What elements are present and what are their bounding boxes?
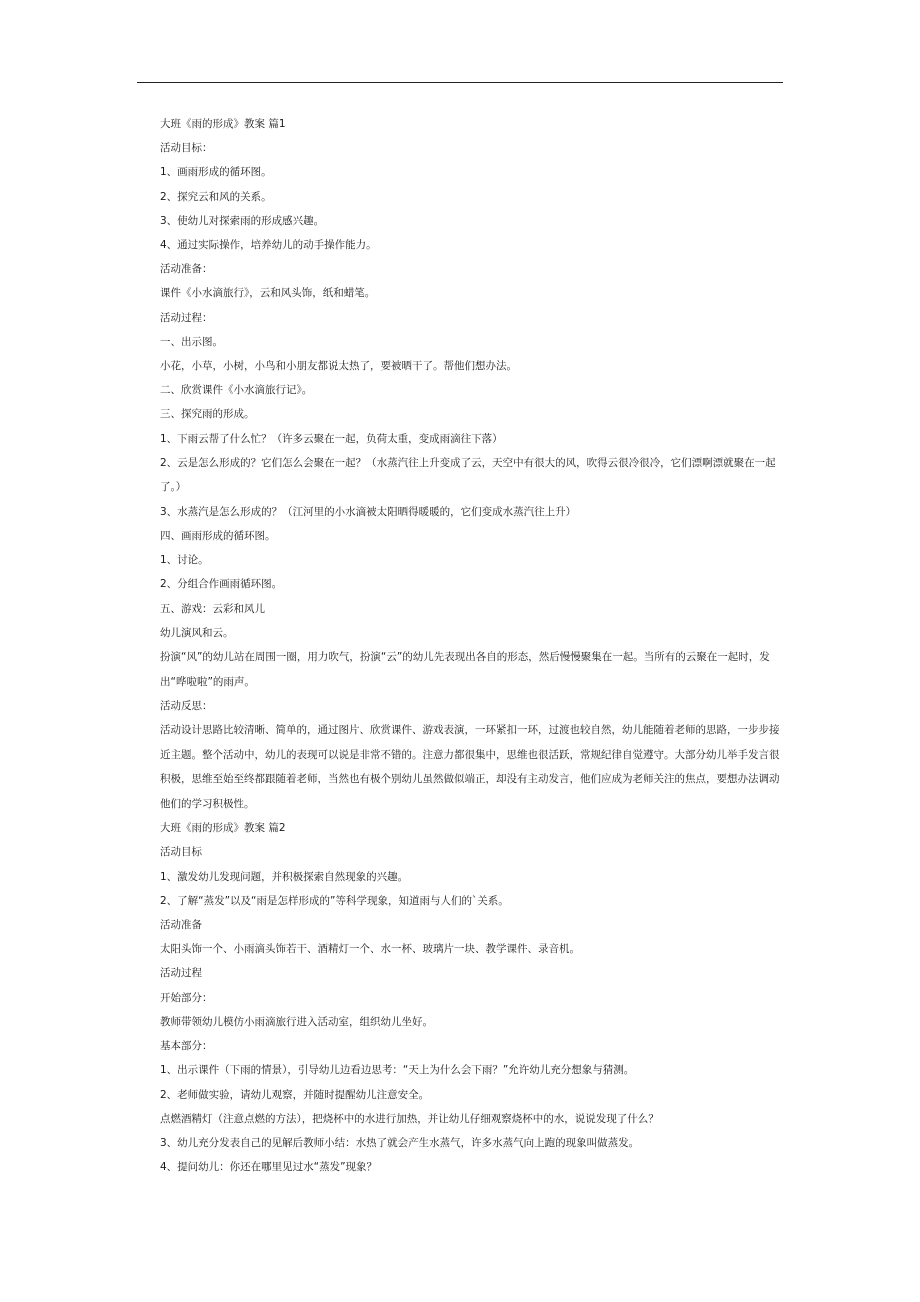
section-label: 开始部分： bbox=[160, 991, 213, 1004]
paragraph: 3、水蒸汽是怎么形成的？（江河里的小水滴被太阳晒得暖暖的，它们变成水蒸汽往上升） bbox=[160, 505, 577, 518]
section-label: 活动过程 bbox=[160, 967, 202, 980]
paragraph: 太阳头饰一个、小雨滴头饰若干、酒精灯一个、水一杯、玻璃片一块、教学课件、录音机。 bbox=[160, 943, 580, 956]
section-label: 活动准备 bbox=[160, 919, 202, 932]
paragraph: 3、幼儿充分发表自己的见解后教师小结：水热了就会产生水蒸气，许多水蒸气向上跑的现象叫做蒸发。 bbox=[160, 1136, 640, 1149]
paragraph: 1、出示课件（下雨的情景），引导幼儿边看边思考：“天上为什么会下雨？”允许幼儿充分想象与猜测。 bbox=[160, 1064, 635, 1077]
paragraph: 4、提问幼儿：你还在哪里见过水“蒸发”现象？ bbox=[160, 1161, 378, 1174]
paragraph: 扮演“风”的幼儿站在周围一圈，用力吹气，扮演“云”的幼儿先表现出各自的形态，然后慢慢聚集在一起。当所有的云聚在一起时，发出“哗啦啦”的雨声。 bbox=[160, 651, 770, 688]
section-label: 活动反思： bbox=[160, 700, 213, 713]
paragraph: 二、欣赏课件《小水滴旅行记》。 bbox=[160, 384, 313, 397]
paragraph: 2、分组合作画雨循环图。 bbox=[160, 578, 283, 591]
paragraph: 1、激发幼儿发现问题，并积极探索自然现象的兴趣。 bbox=[160, 870, 409, 883]
paragraph: 2、云是怎么形成的？它们怎么会聚在一起？（水蒸汽往上升变成了云，天空中有很大的风，吹得云很冷很冷，它们漂啊漂就聚在一起了。） bbox=[160, 456, 776, 494]
paragraph: 1、讨论。 bbox=[160, 554, 209, 567]
header-rule bbox=[137, 82, 783, 83]
paragraph: 点燃酒精灯（注意点燃的方法），把烧杯中的水进行加热，并让幼儿仔细观察烧杯中的水，说说发现了什么？ bbox=[160, 1112, 659, 1125]
section-label: 活动目标 bbox=[160, 846, 202, 859]
paragraph: 教师带领幼儿模仿小雨滴旅行进入活动室，组织幼儿坐好。 bbox=[160, 1015, 433, 1028]
paragraph: 四、画雨形成的循环图。 bbox=[160, 530, 276, 543]
paragraph: 三、探究雨的形成。 bbox=[160, 408, 255, 421]
paragraph: 3、使幼儿对探索雨的形成感兴趣。 bbox=[160, 214, 325, 227]
paragraph: 1、下雨云帮了什么忙？（许多云聚在一起，负荷太重，变成雨滴往下落） bbox=[160, 432, 503, 445]
section-label: 基本部分： bbox=[160, 1040, 213, 1053]
paragraph: 小花，小草，小树，小鸟和小朋友都说太热了，要被晒干了。帮他们想办法。 bbox=[160, 360, 517, 373]
paragraph: 2、老师做实验，请幼儿观察，并随时提醒幼儿注意安全。 bbox=[160, 1088, 430, 1101]
paragraph: 4、通过实际操作，培养幼儿的动手操作能力。 bbox=[160, 239, 377, 252]
section-label: 活动准备： bbox=[160, 263, 213, 276]
paragraph: 五、游戏：云彩和风儿 bbox=[160, 602, 265, 615]
paragraph: 2、了解“蒸发”以及“雨是怎样形成的”等科学现象，知道雨与人们的`关系。 bbox=[160, 894, 509, 907]
paragraph: 1、画雨形成的循环图。 bbox=[160, 166, 272, 179]
paragraph: 课件《小水滴旅行》，云和风头饰，纸和蜡笔。 bbox=[160, 287, 376, 300]
paragraph: 2、探究云和风的关系。 bbox=[160, 190, 272, 203]
section-label: 活动过程： bbox=[160, 311, 213, 324]
section-label: 活动目标： bbox=[160, 142, 213, 155]
heading-part-1: 大班《雨的形成》教案 篇1 bbox=[160, 118, 286, 130]
document-body bbox=[160, 112, 786, 1179]
paragraph: 活动设计思路比较清晰、简单的，通过图片、欣赏课件、游戏表演，一环紧扣一环，过渡也较自然，幼儿能随着老师的思路，一步步接近主题。整个活动中，幼儿的表现可以说是非常不错的。注意力都很集中，思维也很活跃，常规纪律自觉遵守。大部分幼儿举手发言很积极，思维至始至终都跟随着老师，当然也有极个别幼儿虽然做似端正，却没有主动发言，他们应成为老师关注的焦点，要想办法调动他们的学习积极性。 bbox=[160, 724, 780, 810]
paragraph: 幼儿演风和云。 bbox=[160, 626, 234, 639]
heading-part-2: 大班《雨的形成》教案 篇2 bbox=[160, 822, 286, 835]
paragraph: 一、出示图。 bbox=[160, 335, 223, 348]
